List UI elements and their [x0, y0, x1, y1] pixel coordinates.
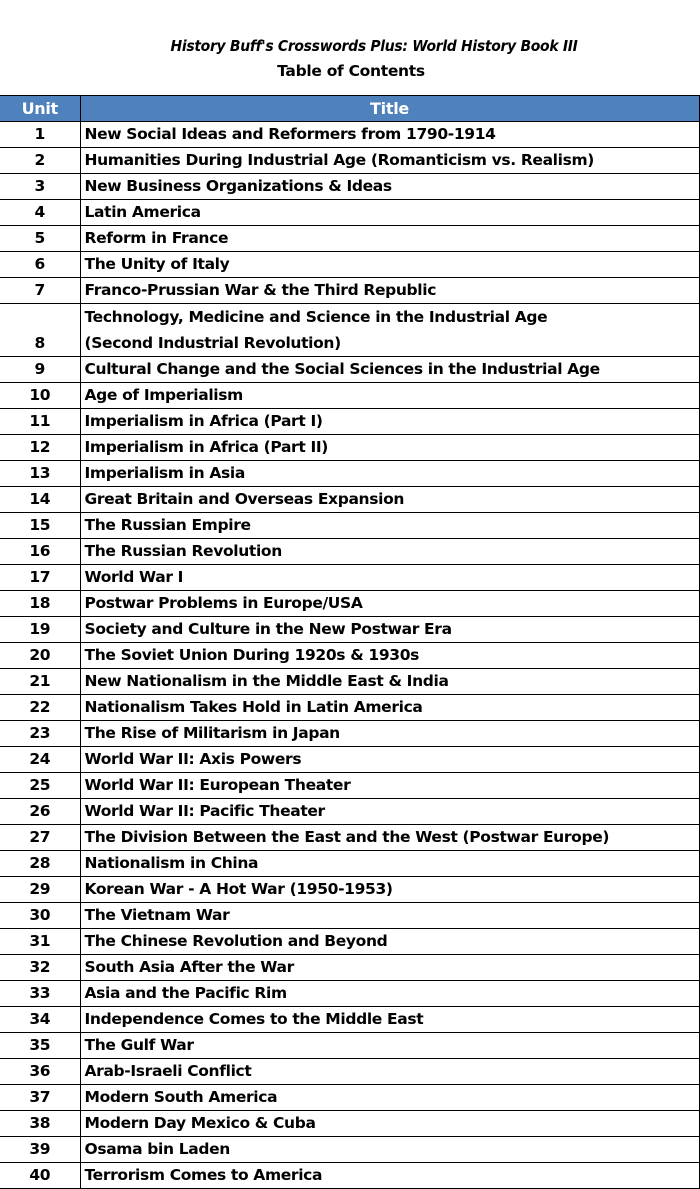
unit-number: 6: [0, 252, 80, 278]
unit-number: 13: [0, 461, 80, 487]
unit-number: 24: [0, 747, 80, 773]
unit-number: 1: [0, 122, 80, 148]
table-row: [0, 1137, 699, 1163]
table-row: [0, 669, 699, 695]
unit-number: 34: [0, 1007, 80, 1033]
unit-title: Korean War - A Hot War (1950-1953): [80, 877, 699, 903]
unit-number: 11: [0, 409, 80, 435]
unit-number: 15: [0, 513, 80, 539]
unit-title: Osama bin Laden: [80, 1137, 699, 1163]
unit-title: Modern South America: [80, 1085, 699, 1111]
unit-title: Modern Day Mexico & Cuba: [80, 1111, 699, 1137]
unit-title: Age of Imperialism: [80, 383, 699, 409]
table-row: [0, 825, 699, 851]
unit-number: 33: [0, 981, 80, 1007]
unit-title: Humanities During Industrial Age (Romanticism vs. Realism): [80, 148, 699, 174]
unit-title: Terrorism Comes to America: [80, 1163, 699, 1189]
unit-title: Nationalism in China: [80, 851, 699, 877]
unit-number: 12: [0, 435, 80, 461]
unit-title: Imperialism in Asia: [80, 461, 699, 487]
unit-number: 16: [0, 539, 80, 565]
unit-title: [80, 304, 699, 357]
unit-title: Great Britain and Overseas Expansion: [80, 487, 699, 513]
unit-title: Independence Comes to the Middle East: [80, 1007, 699, 1033]
table-row: [0, 200, 699, 226]
table-row: [0, 409, 699, 435]
unit-title: The Chinese Revolution and Beyond: [80, 929, 699, 955]
table-row: [0, 877, 699, 903]
table-row: [0, 383, 699, 409]
unit-number: 30: [0, 903, 80, 929]
table-row: [0, 721, 699, 747]
unit-number: 8: [0, 304, 80, 357]
unit-number: 25: [0, 773, 80, 799]
unit-title: The Russian Revolution: [80, 539, 699, 565]
unit-title: Imperialism in Africa (Part II): [80, 435, 699, 461]
table-row: [0, 799, 699, 825]
table-row: [0, 1163, 699, 1189]
unit-title-line-2: (Second Industrial Revolution): [84, 334, 341, 352]
unit-number: 17: [0, 565, 80, 591]
unit-title: Franco-Prussian War & the Third Republic: [80, 278, 699, 304]
unit-number: 5: [0, 226, 80, 252]
table-row: [0, 513, 699, 539]
unit-number: 36: [0, 1059, 80, 1085]
unit-number: 29: [0, 877, 80, 903]
unit-number: 18: [0, 591, 80, 617]
table-row: [0, 695, 699, 721]
unit-title: World War II: Axis Powers: [80, 747, 699, 773]
table-row: [0, 1007, 699, 1033]
unit-number: 39: [0, 1137, 80, 1163]
unit-title: Latin America: [80, 200, 699, 226]
table-row: [0, 1111, 699, 1137]
unit-title: Postwar Problems in Europe/USA: [80, 591, 699, 617]
table-row: [0, 1059, 699, 1085]
unit-number: 28: [0, 851, 80, 877]
column-header-unit: Unit: [0, 96, 80, 122]
unit-number: 23: [0, 721, 80, 747]
table-row: [0, 357, 699, 383]
unit-title: Reform in France: [80, 226, 699, 252]
unit-title: Cultural Change and the Social Sciences in the Industrial Age: [80, 357, 699, 383]
title-block: [0, 34, 700, 84]
unit-title: Nationalism Takes Hold in Latin America: [80, 695, 699, 721]
table-row: [0, 955, 699, 981]
unit-title-line-1: Technology, Medicine and Science in the Industrial Age: [84, 308, 548, 326]
table-row: [0, 1085, 699, 1111]
unit-number: 10: [0, 383, 80, 409]
table-row: [0, 747, 699, 773]
unit-title: The Russian Empire: [80, 513, 699, 539]
unit-number: 9: [0, 357, 80, 383]
unit-title: The Gulf War: [80, 1033, 699, 1059]
toc-table: [0, 95, 700, 1189]
table-row: [0, 174, 699, 200]
table-row: [0, 773, 699, 799]
unit-title: World War II: European Theater: [80, 773, 699, 799]
unit-number: 4: [0, 200, 80, 226]
unit-number: 22: [0, 695, 80, 721]
table-row: [0, 435, 699, 461]
unit-title: Asia and the Pacific Rim: [80, 981, 699, 1007]
table-header-row: [0, 96, 699, 122]
table-row: [0, 278, 699, 304]
table-row: [0, 226, 699, 252]
table-row: [0, 304, 699, 357]
table-row: [0, 148, 699, 174]
table-row: [0, 565, 699, 591]
unit-title: The Soviet Union During 1920s & 1930s: [80, 643, 699, 669]
table-row: [0, 929, 699, 955]
unit-number: 14: [0, 487, 80, 513]
unit-number: 38: [0, 1111, 80, 1137]
unit-number: 27: [0, 825, 80, 851]
unit-title: World War II: Pacific Theater: [80, 799, 699, 825]
unit-title: New Nationalism in the Middle East & India: [80, 669, 699, 695]
table-body: [0, 122, 699, 1189]
table-row: [0, 903, 699, 929]
table-row: [0, 122, 699, 148]
unit-number: 37: [0, 1085, 80, 1111]
unit-title: The Rise of Militarism in Japan: [80, 721, 699, 747]
table-row: [0, 487, 699, 513]
unit-number: 20: [0, 643, 80, 669]
unit-title: The Vietnam War: [80, 903, 699, 929]
unit-title: Arab-Israeli Conflict: [80, 1059, 699, 1085]
table-row: [0, 591, 699, 617]
book-title: History Buff's Crosswords Plus: World History Book III: [170, 37, 578, 55]
unit-number: 2: [0, 148, 80, 174]
column-header-title: Title: [80, 96, 699, 122]
unit-number: 26: [0, 799, 80, 825]
unit-number: 19: [0, 617, 80, 643]
unit-number: 21: [0, 669, 80, 695]
unit-title: The Unity of Italy: [80, 252, 699, 278]
unit-number: 31: [0, 929, 80, 955]
unit-number: 3: [0, 174, 80, 200]
unit-number: 7: [0, 278, 80, 304]
table-row: [0, 539, 699, 565]
unit-number: 35: [0, 1033, 80, 1059]
table-row: [0, 851, 699, 877]
unit-title: World War I: [80, 565, 699, 591]
unit-title: South Asia After the War: [80, 955, 699, 981]
unit-title: New Business Organizations & Ideas: [80, 174, 699, 200]
unit-title: New Social Ideas and Reformers from 1790-1914: [80, 122, 699, 148]
unit-title: The Division Between the East and the West (Postwar Europe): [80, 825, 699, 851]
unit-number: 32: [0, 955, 80, 981]
table-row: [0, 981, 699, 1007]
table-row: [0, 461, 699, 487]
table-row: [0, 617, 699, 643]
table-row: [0, 252, 699, 278]
unit-title: Society and Culture in the New Postwar Era: [80, 617, 699, 643]
table-row: [0, 643, 699, 669]
table-row: [0, 1033, 699, 1059]
toc-heading: Table of Contents: [277, 62, 425, 80]
unit-title: Imperialism in Africa (Part I): [80, 409, 699, 435]
unit-number: 40: [0, 1163, 80, 1189]
